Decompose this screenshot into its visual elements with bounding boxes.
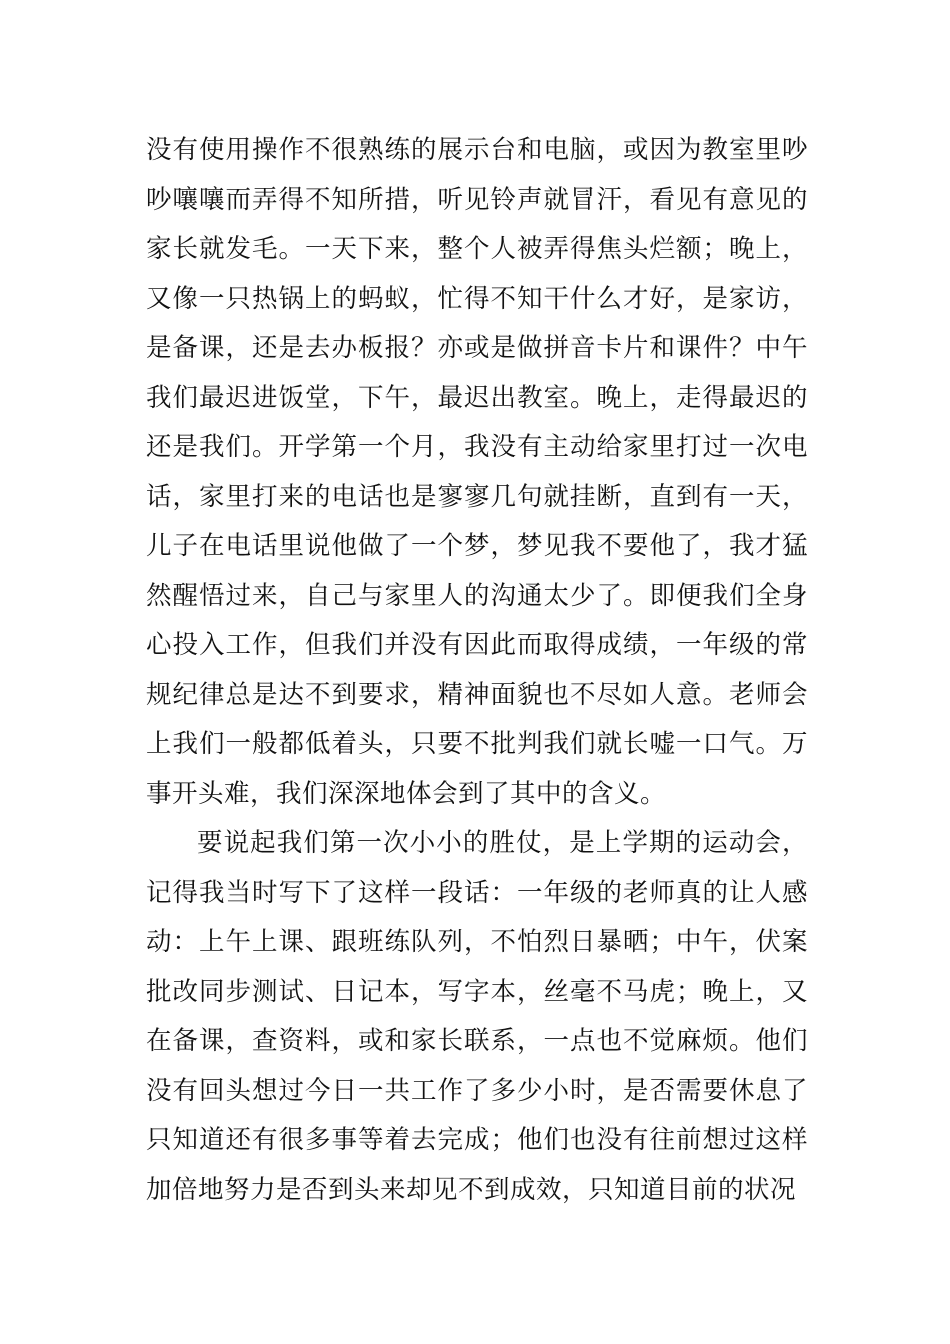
paragraph-continued: 没有使用操作不很熟练的展示台和电脑，或因为教室里吵吵嚷嚷而弄得不知所措，听见铃声就冒汗，看见有意见的家长就发毛。一天下来，整个人被弄得焦头烂额；晚上，又像一只热锅上的蚂蚁，忙得不知干什么才好，是家访，是备课，还是去办板报？亦或是做拼音卡片和课件？中午我们最迟进饭堂，下午，最迟出教室。晚上，走得最迟的还是我们。开学第一个月，我没有主动给家里打过一次电话，家里打来的电话也是寥寥几句就挂断，直到有一天，儿子在电话里说他做了一个梦，梦见我不要他了，我才猛然醒悟过来，自己与家里人的沟通太少了。即便我们全身心投入工作，但我们并没有因此而取得成绩，一年级的常规纪律总是达不到要求，精神面貌也不尽如人意。老师会上我们一般都低着头，只要不批判我们就长嘘一口气。万事开头难，我们深深地体会到了其中的含义。 (146, 135, 808, 809)
document-body (146, 126, 808, 1215)
paragraph-sports-meet: 要说起我们第一次小小的胜仗，是上学期的运动会，记得我当时写下了这样一段话：一年级的老师真的让人感动：上午上课、跟班练队列，不怕烈日暴晒；中午，伏案批改同步测试、日记本，写字本，丝毫不马虎；晚上，又在备课，查资料，或和家长联系，一点也不觉麻烦。他们没有回头想过今日一共工作了多少小时，是否需要休息了只知道还有很多事等着去完成；他们也没有往前想过这样加倍地努力是否到头来却见不到成效，只知道目前的状况 (146, 828, 808, 1205)
